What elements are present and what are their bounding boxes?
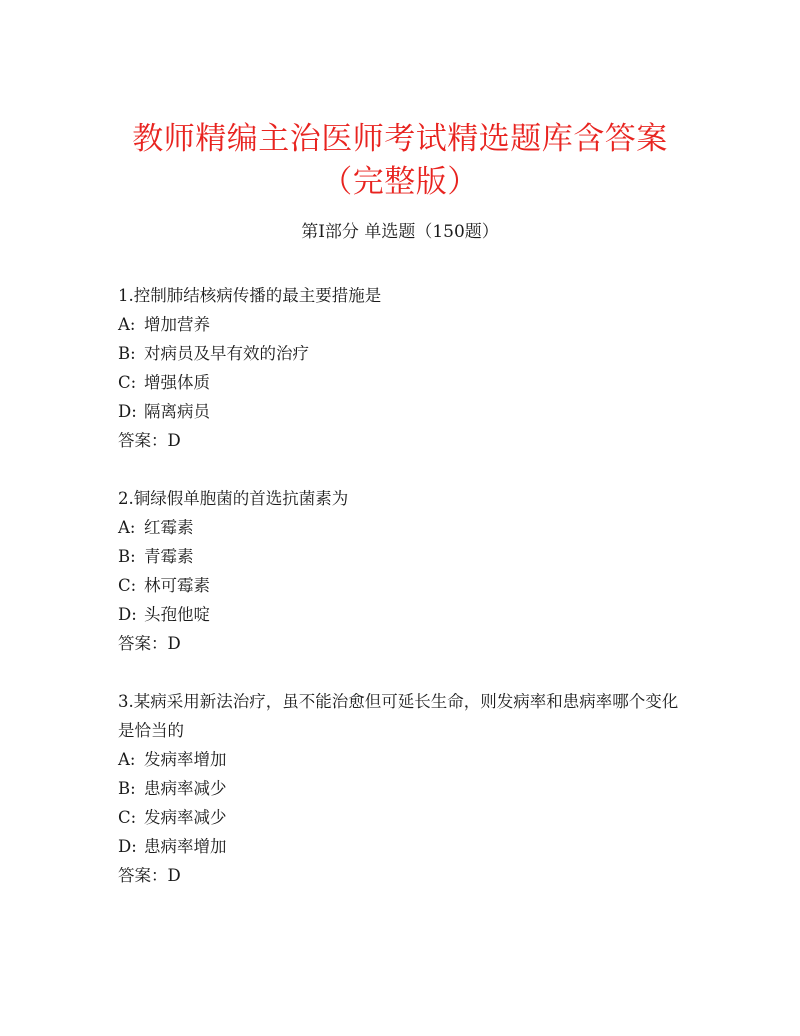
section-heading: 第I部分 单选题（150题） xyxy=(301,222,499,242)
question-list xyxy=(118,281,688,919)
option-text: 头孢他啶 xyxy=(144,605,210,624)
option-text: 患病率增加 xyxy=(144,837,227,856)
answer-line: 答案：D xyxy=(118,431,181,450)
question-stem: 2.铜绿假单胞菌的首选抗菌素为 xyxy=(118,489,349,508)
option-text: 增强体质 xyxy=(144,373,210,392)
question-1 xyxy=(118,281,688,455)
option-letter: B: xyxy=(118,779,136,798)
option-text: 林可霉素 xyxy=(144,576,210,595)
option-letter: C: xyxy=(118,808,137,827)
option-letter: A: xyxy=(118,750,136,769)
option-letter: A: xyxy=(118,315,136,334)
option-letter: D: xyxy=(118,837,137,856)
question-3 xyxy=(118,687,688,890)
option-b xyxy=(118,774,688,803)
option-b xyxy=(118,542,688,571)
option-a xyxy=(118,513,688,542)
option-d xyxy=(118,397,688,426)
option-letter: C: xyxy=(118,576,137,595)
document-title: 教师精编主治医师考试精选题库含答案（完整版） xyxy=(132,121,668,200)
option-text: 发病率增加 xyxy=(144,750,227,769)
answer-line: 答案：D xyxy=(118,866,181,885)
question-stem: 1.控制肺结核病传播的最主要措施是 xyxy=(118,286,382,305)
option-d xyxy=(118,600,688,629)
question-stem: 3.某病采用新法治疗，虽不能治愈但可延长生命，则发病率和患病率哪个变化是恰当的 xyxy=(118,692,679,740)
option-letter: B: xyxy=(118,547,136,566)
option-b xyxy=(118,339,688,368)
option-text: 青霉素 xyxy=(144,547,194,566)
option-letter: B: xyxy=(118,344,136,363)
option-text: 红霉素 xyxy=(144,518,194,537)
option-letter: D: xyxy=(118,605,137,624)
option-c xyxy=(118,803,688,832)
option-text: 对病员及早有效的治疗 xyxy=(144,344,309,363)
option-c xyxy=(118,368,688,397)
option-d xyxy=(118,832,688,861)
answer-line: 答案：D xyxy=(118,634,181,653)
option-c xyxy=(118,571,688,600)
option-text: 患病率减少 xyxy=(144,779,227,798)
option-letter: A: xyxy=(118,518,136,537)
option-letter: D: xyxy=(118,402,137,421)
option-letter: C: xyxy=(118,373,137,392)
option-text: 隔离病员 xyxy=(144,402,210,421)
option-a xyxy=(118,745,688,774)
option-a xyxy=(118,310,688,339)
question-2 xyxy=(118,484,688,658)
option-text: 增加营养 xyxy=(144,315,210,334)
option-text: 发病率减少 xyxy=(144,808,227,827)
